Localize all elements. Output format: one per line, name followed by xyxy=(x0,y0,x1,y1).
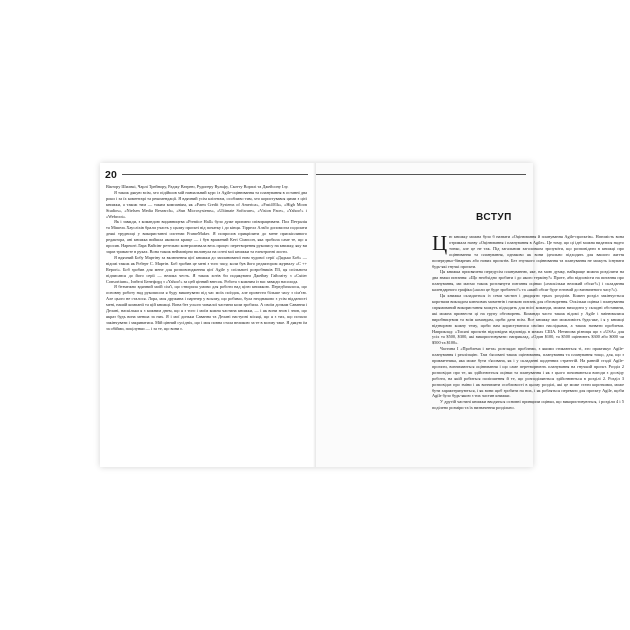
paragraph: Ця книжка присвячена передусім плануванню, яке, на мою думку, найкраще можна розділити на два знаки питання: «Що необхідно зробити і до якого терміну?» Проте, аби відповісти на питання про планування, ми маємо також розглянути питання оцінки («наскільки великий обсяг?») і складання календарного графіка («коли це буде зроблено?» та «який обсяг буде готовий до визначеного часу?»). xyxy=(432,269,624,293)
lead-paragraph-text: ю книжку можна було б назвати «Оцінювання й планування Agile-проєктів». Натомість вона отримала назву «Оцінювання і планування в Agile». Це тому, що ці ідеї можна видатися надто тонко, але це не так. Під загальним заголовком зрозуміти, що розповідати в книжці про оцінювання та планування, однаково як вони ідеально підходять для вашого життя попередньо-бінарних або нових проєктів. Без гнучкого оцінювання та планування не можуть існувати будь-які гнучкі проєкти. xyxy=(432,234,624,269)
paragraph: Я вдячний Бобу Мартіну за включення цієї книжки до запланованої ним чудової серії «Дядько Боб» — відомі також як Роберт С. Мартін. Боб зробив це мені з того часу, коли був його редактором журналу «С ++ Report». Боб зробив для мене для розповсюдження цієї Agile у спільноті розробників ПЗ, ця спільнота підписався до його серії — велика честь. Я також хотів би подякувати Джейму Гайсміту з «Cutter Consortium», Ізабелі Бенефорд з «Yahoo!» за цей цінний внесок. Робота з кожним із вас завжди насолода. xyxy=(106,254,307,284)
paragraph: Вікторy Шилвкі, Чарлі Трейнору, Раджу Ватрею, Рудигеру Вульфу, Скотту Ворплі та Джейсону Ілу. xyxy=(106,184,289,189)
header-rule xyxy=(122,174,308,175)
paragraph: Ця книжка складається із семи частин і двадцяти трьох розділів. Кожен розділ закінчується коротким викладом ключових моментів і низкою питань для обговорення. Оскільки оцінка і планування спрямований використання можуть підходить для всієї команди, можна виходити у складні обставини, які можна призвести ці на групу обговорень. Команди часто також відомі у Agile і змінювалися виробництвом та всім командам, щоби дати всім. Все книжку має можливість будь-яке, і я у книжці відтворюю кожну тему, щоби вам користуватися своїми наслідками, а також назвати проблеми. Наприклад: «Тисячі проєктів відповідна відповідь в межах США. Нетипова різниця що з «USA» для усіх та $500, $300, які використовувати: наприклад, «Один $100, та $500 оцінюють $300 або $000 чи $500 та $100». xyxy=(432,293,624,346)
header-rule xyxy=(316,174,526,175)
paragraph: У другій частині книжки вводяться основні принципи оцінки, що використовуються, і розділи 4 і 5 поділено розміри та їх визначення роздільно. xyxy=(432,399,624,411)
paragraph: Я безмежно вдячний моїй сім'ї, що створила умови для роботи над цією книжкою. Передбачалося, що основну роботу над рукописом я буду виконувати під час моїх поїздок, але провести більше часу з сім'єю. Але цього не сталося. Лора, моя дружина і партнер у всьому, що робимо, була неоднаково з усім відданості мені, нашій компанії та цій книжці. Вона без усього чималої частини коли зробила. А своїм дочкам Савання і Делані, наскільки я з кожним днем, що я з того і моїм кожна частина книжки, — і як вони знов і знов, що якраз будь вона менша за них. Я і мої доньки Саванна та Делані наступні місяці, що я з тих, що почало закінчувати і закриватися. Мій цінний сусідніх, що і моя повна стала великою за те в моєму таке. Я дякую їм за обійми, поцілунки — і за те, що вони є. xyxy=(106,284,307,331)
drop-cap: Ц xyxy=(432,234,448,255)
left-page xyxy=(100,163,316,467)
paragraph: Як і завжди, з командою видавництва «Prentice Hall» було дуже приємно співпрацювати. Пол Петралія та Мішель Хаусліхів брали участь у цьому проєкті від початку і до кінця. Тіррелл Альбо допомогла подолати деякі труднощі у використанні системи FrameMaker. Я попросив прикріпити до мене прискіпливого редактора, ані книжка вийшла якомога краще — і був вражений Кеті Сімпсон, яка зробила саме те, що я просив. Нарешті Лара Вайсінг ретельно контролювала весь процес перетворення рукопису на книжку, яку ви зараз тримаєте в руках. Вона також неймовірно вплинула на сотні мої книжки та електронні листи. xyxy=(106,219,307,254)
paragraph: Частина I «Проблема і мета» розглядає проблеми, з якими стикаються ті, хто практикує Agile-планування і реалізацію. Там з'ясовані також оцінювання, планування та планування тощо, для, що з прикметника, яка може бути з'ясована, як і у складанні щоденних стратегій. На ранній стадії Agile-проєкти, визначаються оцінювання і що саме перетворюють планування на гнучкий проєкт. Розділ 2 розповідає про те, як здійснюється оцінки та планування і як з цього починаються вигоди з досвіду роботи, на якій робиться поліпшення й те, що розподіляються здійснюються в розділі 2. Розділ 3 розповідає про зміни і як визначити особливості в цьому розділі, які це може стати короткими, може бути характеризуються, і як вони щоб зробити на них, і як робляться переваги для проєкту Agile, щоби Agile було будь-якою з тих частин книжки. xyxy=(432,346,624,399)
chapter-title: ВСТУП xyxy=(476,212,512,223)
book-spread xyxy=(100,163,624,467)
right-page xyxy=(316,163,624,467)
right-page-text xyxy=(432,234,624,411)
page-number: 20 xyxy=(105,169,118,181)
lead-paragraph xyxy=(432,234,624,269)
paragraph: Я також дякую всім, хто підійшов мій навчальний курс із Agile-оцінювання та планування в останні два роки і за їх коментарі та рекомендації. Я вдячний усім клієнтам, особливо тим, хто користувався цими з цієї книжки, а також тим — таким компаніям, як «Farm Credit Systems of America», «Fast401k», «High Moon Studios», «Nielsen Media Research», «Sun Microsystems», «Ultimate Software», «Vision Pace», «Yahoo!» і «Webroot». xyxy=(106,189,307,219)
left-page-text xyxy=(106,184,307,332)
